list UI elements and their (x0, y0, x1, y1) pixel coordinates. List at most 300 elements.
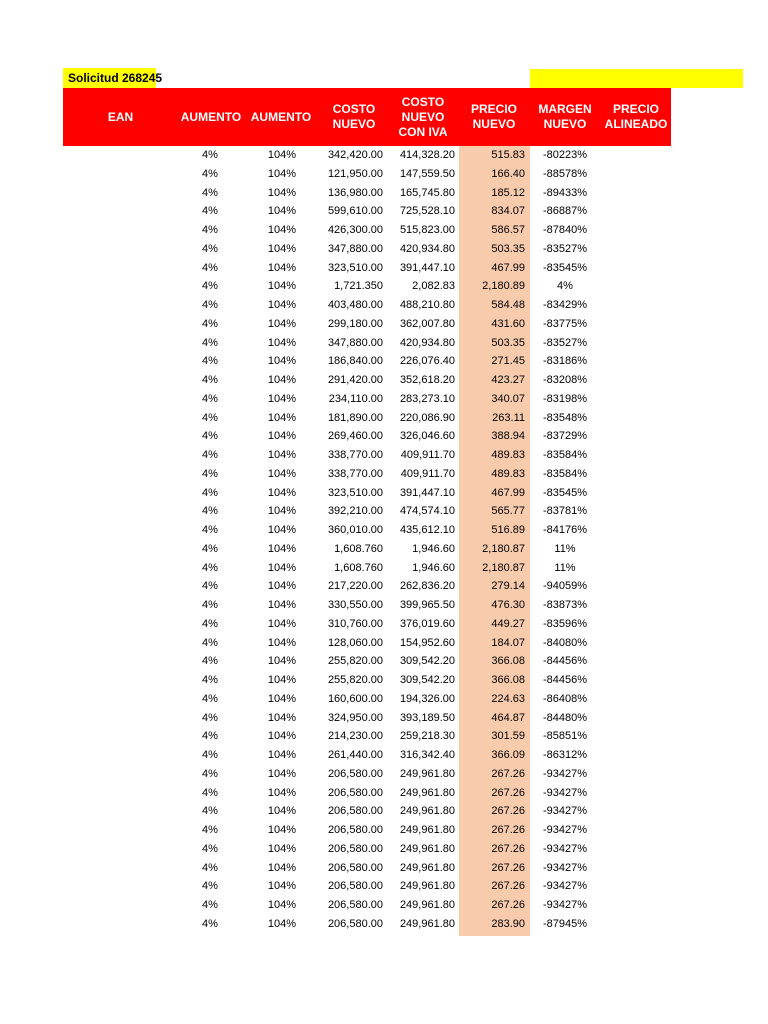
cell-precio-nuevo: 267.26 (491, 767, 525, 780)
cell-costo-nuevo: 128,060.00 (327, 636, 383, 649)
cell-aumento-1: 4% (202, 449, 218, 461)
table-row (0, 784, 768, 803)
cell-aumento-2: 104% (267, 711, 297, 724)
cell-costo-nuevo-iva: 2,082.83 (412, 280, 455, 293)
table-row (0, 521, 768, 540)
table-row (0, 184, 768, 203)
table-row (0, 915, 768, 934)
table-row (0, 146, 768, 165)
cell-aumento-1: 4% (202, 280, 218, 293)
cell-aumento-2: 104% (267, 486, 297, 499)
table-row (0, 465, 768, 484)
table-row (0, 371, 768, 390)
cell-aumento-1: 4% (202, 674, 218, 686)
cell-aumento-1: 4% (202, 917, 218, 930)
cell-aumento-1: 4% (202, 224, 218, 236)
cell-aumento-2: 104% (267, 599, 297, 611)
cell-costo-nuevo: 338,770.00 (327, 467, 383, 480)
cell-aumento-2: 104% (267, 524, 297, 536)
cell-precio-nuevo: 263.11 (492, 411, 525, 424)
table-row (0, 690, 768, 709)
cell-margen-nuevo: 11% (554, 561, 576, 574)
table-row (0, 652, 768, 671)
cell-precio-nuevo: 267.26 (491, 861, 525, 874)
cell-costo-nuevo-iva: 259,218.30 (399, 730, 455, 743)
header-precio-alineado: PRECIO ALINEADO (604, 102, 668, 131)
cell-costo-nuevo-iva: 165,745.80 (399, 186, 455, 199)
cell-aumento-2: 104% (267, 317, 297, 330)
table-row (0, 727, 768, 746)
cell-costo-nuevo-iva: 220,086.90 (399, 411, 455, 424)
cell-aumento-1: 4% (202, 317, 218, 330)
cell-aumento-2: 104% (267, 805, 297, 818)
cell-costo-nuevo: 347,880.00 (327, 336, 383, 349)
cell-precio-nuevo: 166.40 (491, 167, 525, 180)
cell-costo-nuevo: 206,580.00 (327, 842, 383, 855)
cell-costo-nuevo: 291,420.00 (327, 374, 383, 386)
cell-margen-nuevo: -93427% (542, 861, 588, 874)
table-row (0, 202, 768, 221)
cell-aumento-2: 104% (267, 542, 297, 555)
cell-precio-nuevo: 489.83 (491, 449, 525, 461)
cell-aumento-1: 4% (202, 599, 218, 611)
cell-aumento-1: 4% (202, 186, 218, 199)
header-ean: EAN (107, 109, 134, 124)
cell-aumento-2: 104% (267, 411, 297, 424)
cell-margen-nuevo: -94059% (542, 580, 588, 593)
cell-aumento-1: 4% (202, 655, 218, 668)
cell-costo-nuevo-iva: 316,342.40 (399, 749, 455, 761)
cell-precio-nuevo: 2,180.87 (482, 542, 525, 555)
cell-aumento-2: 104% (267, 842, 297, 855)
cell-costo-nuevo-iva: 154,952.60 (399, 636, 455, 649)
cell-margen-nuevo: -93427% (542, 786, 588, 799)
cell-aumento-2: 104% (267, 167, 297, 180)
cell-costo-nuevo-iva: 399,965.50 (399, 599, 455, 611)
cell-costo-nuevo: 310,760.00 (327, 617, 383, 630)
cell-precio-nuevo: 515.83 (491, 149, 525, 161)
cell-costo-nuevo: 186,840.00 (327, 355, 383, 368)
cell-costo-nuevo-iva: 309,542.20 (399, 674, 455, 686)
cell-margen-nuevo: -86408% (542, 692, 588, 705)
cell-costo-nuevo-iva: 393,189.50 (399, 711, 455, 724)
cell-aumento-1: 4% (202, 167, 218, 180)
cell-margen-nuevo: -83527% (542, 242, 588, 255)
cell-aumento-1: 4% (202, 261, 218, 274)
cell-costo-nuevo-iva: 352,618.20 (399, 374, 455, 386)
cell-costo-nuevo: 1,721.350 (334, 280, 383, 293)
cell-precio-nuevo: 834.07 (491, 205, 525, 218)
cell-costo-nuevo-iva: 249,961.80 (399, 786, 455, 799)
cell-precio-nuevo: 224.63 (491, 692, 525, 705)
cell-costo-nuevo-iva: 414,328.20 (399, 149, 455, 161)
header-costo-nuevo: COSTO NUEVO (332, 102, 376, 131)
table-row (0, 896, 768, 915)
table-row (0, 671, 768, 690)
cell-margen-nuevo: -86887% (542, 205, 588, 218)
table-row (0, 334, 768, 353)
cell-costo-nuevo-iva: 249,961.80 (399, 861, 455, 874)
cell-costo-nuevo-iva: 420,934.80 (399, 336, 455, 349)
cell-costo-nuevo: 330,550.00 (327, 599, 383, 611)
cell-margen-nuevo: -84456% (542, 655, 588, 668)
cell-aumento-2: 104% (267, 917, 297, 930)
header-precio-nuevo: PRECIO NUEVO (470, 102, 517, 131)
cell-margen-nuevo: -83775% (542, 317, 588, 330)
cell-precio-nuevo: 267.26 (491, 805, 525, 818)
cell-aumento-1: 4% (202, 617, 218, 630)
table-row (0, 859, 768, 878)
cell-aumento-2: 104% (267, 224, 297, 236)
cell-margen-nuevo: -83186% (542, 355, 588, 368)
cell-margen-nuevo: -83781% (542, 505, 588, 518)
cell-aumento-2: 104% (267, 392, 297, 405)
cell-margen-nuevo: 4% (557, 280, 573, 293)
cell-costo-nuevo: 217,220.00 (327, 580, 383, 593)
cell-precio-nuevo: 464.87 (491, 711, 525, 724)
cell-precio-nuevo: 301.59 (491, 730, 525, 743)
cell-margen-nuevo: -86312% (542, 749, 588, 761)
cell-aumento-1: 4% (202, 430, 218, 443)
cell-costo-nuevo-iva: 226,076.40 (399, 355, 455, 368)
cell-aumento-2: 104% (267, 824, 297, 836)
cell-precio-nuevo: 267.26 (491, 842, 525, 855)
cell-costo-nuevo-iva: 391,447.10 (399, 261, 455, 274)
cell-aumento-1: 4% (202, 486, 218, 499)
cell-costo-nuevo: 403,480.00 (327, 299, 383, 311)
table-row (0, 877, 768, 896)
cell-margen-nuevo: -83527% (542, 336, 588, 349)
cell-costo-nuevo-iva: 249,961.80 (399, 899, 455, 911)
cell-costo-nuevo: 342,420.00 (327, 149, 383, 161)
cell-precio-nuevo: 516.89 (491, 524, 525, 536)
cell-costo-nuevo-iva: 309,542.20 (399, 655, 455, 668)
cell-precio-nuevo: 449.27 (491, 617, 525, 630)
cell-margen-nuevo: -87945% (542, 917, 588, 930)
header-aumento-1: AUMENTO (180, 109, 242, 124)
cell-aumento-1: 4% (202, 636, 218, 649)
cell-precio-nuevo: 2,180.87 (482, 561, 525, 574)
cell-margen-nuevo: -93427% (542, 824, 588, 836)
cell-costo-nuevo: 360,010.00 (327, 524, 383, 536)
cell-costo-nuevo: 599,610.00 (327, 205, 383, 218)
table-row (0, 484, 768, 503)
cell-margen-nuevo: -83873% (542, 599, 588, 611)
cell-costo-nuevo-iva: 249,961.80 (399, 767, 455, 780)
cell-margen-nuevo: -83545% (542, 261, 588, 274)
table-row (0, 277, 768, 296)
cell-precio-nuevo: 476.30 (491, 599, 525, 611)
cell-costo-nuevo: 181,890.00 (327, 411, 383, 424)
cell-costo-nuevo: 234,110.00 (328, 392, 383, 405)
cell-costo-nuevo: 338,770.00 (327, 449, 383, 461)
cell-margen-nuevo: -80223% (542, 149, 588, 161)
cell-costo-nuevo: 206,580.00 (327, 786, 383, 799)
table-row (0, 409, 768, 428)
cell-aumento-1: 4% (202, 749, 218, 761)
cell-aumento-1: 4% (202, 899, 218, 911)
cell-margen-nuevo: -84480% (542, 711, 588, 724)
table-row (0, 559, 768, 578)
cell-costo-nuevo: 160,600.00 (327, 692, 383, 705)
cell-aumento-2: 104% (267, 355, 297, 368)
table-row (0, 821, 768, 840)
cell-aumento-1: 4% (202, 861, 218, 874)
table-row (0, 634, 768, 653)
table-row (0, 427, 768, 446)
cell-precio-nuevo: 283.90 (491, 917, 525, 930)
cell-aumento-2: 104% (267, 580, 297, 593)
cell-costo-nuevo-iva: 249,961.80 (399, 842, 455, 855)
cell-precio-nuevo: 503.35 (491, 336, 525, 349)
cell-costo-nuevo: 206,580.00 (327, 767, 383, 780)
highlight-cell (530, 69, 743, 88)
cell-margen-nuevo: -87840% (542, 224, 588, 236)
table-row (0, 765, 768, 784)
cell-costo-nuevo: 392,210.00 (327, 505, 383, 518)
cell-aumento-2: 104% (267, 505, 297, 518)
cell-margen-nuevo: -83208% (542, 374, 588, 386)
cell-aumento-1: 4% (202, 561, 218, 574)
table-body (0, 146, 768, 934)
cell-aumento-1: 4% (202, 880, 218, 893)
cell-margen-nuevo: -93427% (542, 842, 588, 855)
cell-costo-nuevo-iva: 249,961.80 (399, 805, 455, 818)
cell-costo-nuevo-iva: 474,574.10 (399, 505, 455, 518)
cell-costo-nuevo: 206,580.00 (327, 880, 383, 893)
cell-margen-nuevo: -85851% (542, 730, 588, 743)
cell-costo-nuevo: 206,580.00 (327, 861, 383, 874)
header-aumento-2: AUMENTO (250, 109, 312, 124)
cell-aumento-2: 104% (267, 786, 297, 799)
cell-precio-nuevo: 366.09 (491, 749, 525, 761)
cell-costo-nuevo: 255,820.00 (327, 655, 383, 668)
cell-aumento-2: 104% (267, 617, 297, 630)
cell-margen-nuevo: -93427% (542, 880, 588, 893)
cell-margen-nuevo: -93427% (542, 805, 588, 818)
cell-costo-nuevo-iva: 409,911.70 (400, 467, 455, 480)
cell-aumento-1: 4% (202, 355, 218, 368)
cell-costo-nuevo: 206,580.00 (327, 899, 383, 911)
table-row (0, 502, 768, 521)
cell-aumento-2: 104% (267, 767, 297, 780)
cell-aumento-2: 104% (267, 336, 297, 349)
cell-aumento-1: 4% (202, 467, 218, 480)
cell-aumento-2: 104% (267, 430, 297, 443)
cell-precio-nuevo: 565.77 (491, 505, 525, 518)
cell-costo-nuevo: 1,608.760 (334, 561, 383, 574)
cell-precio-nuevo: 2,180.89 (482, 280, 525, 293)
cell-costo-nuevo-iva: 326,046.60 (399, 430, 455, 443)
table-row (0, 240, 768, 259)
cell-aumento-1: 4% (202, 542, 218, 555)
cell-aumento-1: 4% (202, 299, 218, 311)
table-row (0, 446, 768, 465)
cell-costo-nuevo: 121,950.00 (327, 167, 383, 180)
cell-precio-nuevo: 467.99 (491, 486, 525, 499)
cell-aumento-1: 4% (202, 374, 218, 386)
cell-costo-nuevo: 214,230.00 (327, 730, 383, 743)
cell-margen-nuevo: -93427% (542, 899, 588, 911)
cell-aumento-1: 4% (202, 411, 218, 424)
table-row (0, 540, 768, 559)
cell-margen-nuevo: -83548% (542, 411, 588, 424)
cell-aumento-2: 104% (267, 674, 297, 686)
cell-costo-nuevo-iva: 1,946.60 (412, 542, 455, 555)
cell-precio-nuevo: 489.83 (491, 467, 525, 480)
cell-costo-nuevo-iva: 435,612.10 (399, 524, 455, 536)
table-row (0, 165, 768, 184)
table-row (0, 596, 768, 615)
cell-precio-nuevo: 271.45 (491, 355, 525, 368)
cell-aumento-1: 4% (202, 580, 218, 593)
table-row (0, 352, 768, 371)
cell-costo-nuevo: 426,300.00 (327, 224, 383, 236)
cell-aumento-1: 4% (202, 505, 218, 518)
cell-margen-nuevo: -84456% (542, 674, 588, 686)
cell-costo-nuevo-iva: 1,946.60 (412, 561, 455, 574)
cell-aumento-2: 104% (267, 299, 297, 311)
cell-aumento-2: 104% (267, 186, 297, 199)
cell-precio-nuevo: 586.57 (491, 224, 525, 236)
cell-precio-nuevo: 267.26 (491, 786, 525, 799)
cell-aumento-1: 4% (202, 842, 218, 855)
table-row (0, 615, 768, 634)
cell-costo-nuevo: 136,980.00 (327, 186, 383, 199)
cell-costo-nuevo: 1,608.760 (334, 542, 383, 555)
cell-precio-nuevo: 366.08 (491, 655, 525, 668)
cell-costo-nuevo: 323,510.00 (327, 486, 383, 499)
cell-margen-nuevo: -83596% (542, 617, 588, 630)
cell-aumento-2: 104% (267, 205, 297, 218)
cell-aumento-1: 4% (202, 242, 218, 255)
table-row (0, 296, 768, 315)
cell-aumento-2: 104% (267, 636, 297, 649)
table-row (0, 315, 768, 334)
cell-costo-nuevo-iva: 515,823.00 (399, 224, 455, 236)
cell-margen-nuevo: 11% (554, 542, 576, 555)
table-row (0, 802, 768, 821)
cell-costo-nuevo: 206,580.00 (327, 824, 383, 836)
cell-precio-nuevo: 503.35 (491, 242, 525, 255)
cell-precio-nuevo: 388.94 (491, 430, 525, 443)
cell-costo-nuevo-iva: 420,934.80 (399, 242, 455, 255)
cell-aumento-1: 4% (202, 786, 218, 799)
table-row (0, 746, 768, 765)
cell-costo-nuevo-iva: 725,528.10 (399, 205, 455, 218)
cell-precio-nuevo: 431.60 (491, 317, 525, 330)
cell-margen-nuevo: -83584% (542, 467, 588, 480)
cell-aumento-2: 104% (267, 242, 297, 255)
cell-margen-nuevo: -93427% (542, 767, 588, 780)
cell-aumento-2: 104% (267, 280, 297, 293)
cell-margen-nuevo: -84080% (542, 636, 588, 649)
cell-aumento-2: 104% (267, 692, 297, 705)
cell-margen-nuevo: -83198% (542, 392, 588, 405)
table-row (0, 390, 768, 409)
cell-precio-nuevo: 267.26 (491, 824, 525, 836)
cell-aumento-2: 104% (267, 749, 297, 761)
cell-precio-nuevo: 423.27 (491, 374, 525, 386)
cell-costo-nuevo-iva: 262,836.20 (399, 580, 455, 593)
table-row (0, 577, 768, 596)
header-margen-nuevo: MARGEN NUEVO (538, 102, 592, 131)
cell-margen-nuevo: -83729% (542, 430, 588, 443)
cell-aumento-1: 4% (202, 692, 218, 705)
cell-aumento-1: 4% (202, 149, 218, 161)
cell-margen-nuevo: -88578% (542, 167, 588, 180)
cell-aumento-2: 104% (267, 374, 297, 386)
cell-costo-nuevo: 206,580.00 (327, 805, 383, 818)
cell-aumento-1: 4% (202, 767, 218, 780)
table-row (0, 840, 768, 859)
cell-margen-nuevo: -83545% (542, 486, 588, 499)
cell-precio-nuevo: 185.12 (491, 186, 525, 199)
cell-costo-nuevo: 347,880.00 (327, 242, 383, 255)
cell-aumento-1: 4% (202, 336, 218, 349)
cell-costo-nuevo-iva: 362,007.80 (399, 317, 455, 330)
cell-costo-nuevo: 261,440.00 (327, 749, 383, 761)
cell-costo-nuevo-iva: 283,273.10 (399, 392, 455, 405)
cell-aumento-1: 4% (202, 824, 218, 836)
cell-costo-nuevo-iva: 249,961.80 (399, 917, 455, 930)
cell-precio-nuevo: 584.48 (491, 299, 525, 311)
cell-precio-nuevo: 267.26 (491, 880, 525, 893)
table-row (0, 221, 768, 240)
cell-costo-nuevo: 269,460.00 (327, 430, 383, 443)
cell-aumento-2: 104% (267, 899, 297, 911)
cell-precio-nuevo: 366.08 (491, 674, 525, 686)
cell-aumento-2: 104% (267, 149, 297, 161)
cell-aumento-2: 104% (267, 467, 297, 480)
cell-costo-nuevo: 299,180.00 (327, 317, 383, 330)
cell-costo-nuevo: 324,950.00 (327, 711, 383, 724)
cell-costo-nuevo-iva: 249,961.80 (399, 880, 455, 893)
cell-costo-nuevo: 323,510.00 (327, 261, 383, 274)
cell-aumento-1: 4% (202, 805, 218, 818)
cell-precio-nuevo: 279.14 (491, 580, 525, 593)
cell-aumento-2: 104% (267, 861, 297, 874)
cell-costo-nuevo-iva: 249,961.80 (399, 824, 455, 836)
cell-costo-nuevo-iva: 147,559.50 (399, 167, 455, 180)
cell-aumento-2: 104% (267, 880, 297, 893)
cell-aumento-1: 4% (202, 392, 218, 405)
cell-costo-nuevo-iva: 391,447.10 (399, 486, 455, 499)
cell-aumento-1: 4% (202, 711, 218, 724)
header-costo-nuevo-iva: COSTO NUEVO CON IVA (398, 94, 448, 139)
table-row (0, 709, 768, 728)
cell-precio-nuevo: 340.07 (491, 392, 525, 405)
cell-precio-nuevo: 184.07 (491, 636, 525, 649)
cell-aumento-2: 104% (267, 561, 297, 574)
cell-margen-nuevo: -84176% (542, 524, 588, 536)
cell-costo-nuevo-iva: 488,210.80 (399, 299, 455, 311)
sheet-title: Solicitud 268245 (63, 68, 156, 88)
cell-aumento-1: 4% (202, 730, 218, 743)
cell-costo-nuevo: 206,580.00 (327, 917, 383, 930)
cell-aumento-2: 104% (267, 261, 297, 274)
cell-aumento-2: 104% (267, 655, 297, 668)
cell-precio-nuevo: 467.99 (491, 261, 525, 274)
cell-precio-nuevo: 267.26 (491, 899, 525, 911)
table-header (63, 88, 671, 146)
cell-margen-nuevo: -83429% (542, 299, 588, 311)
cell-aumento-2: 104% (267, 730, 297, 743)
cell-aumento-2: 104% (267, 449, 297, 461)
cell-costo-nuevo-iva: 376,019.60 (399, 617, 455, 630)
table-row (0, 259, 768, 278)
cell-costo-nuevo-iva: 409,911.70 (400, 449, 455, 461)
